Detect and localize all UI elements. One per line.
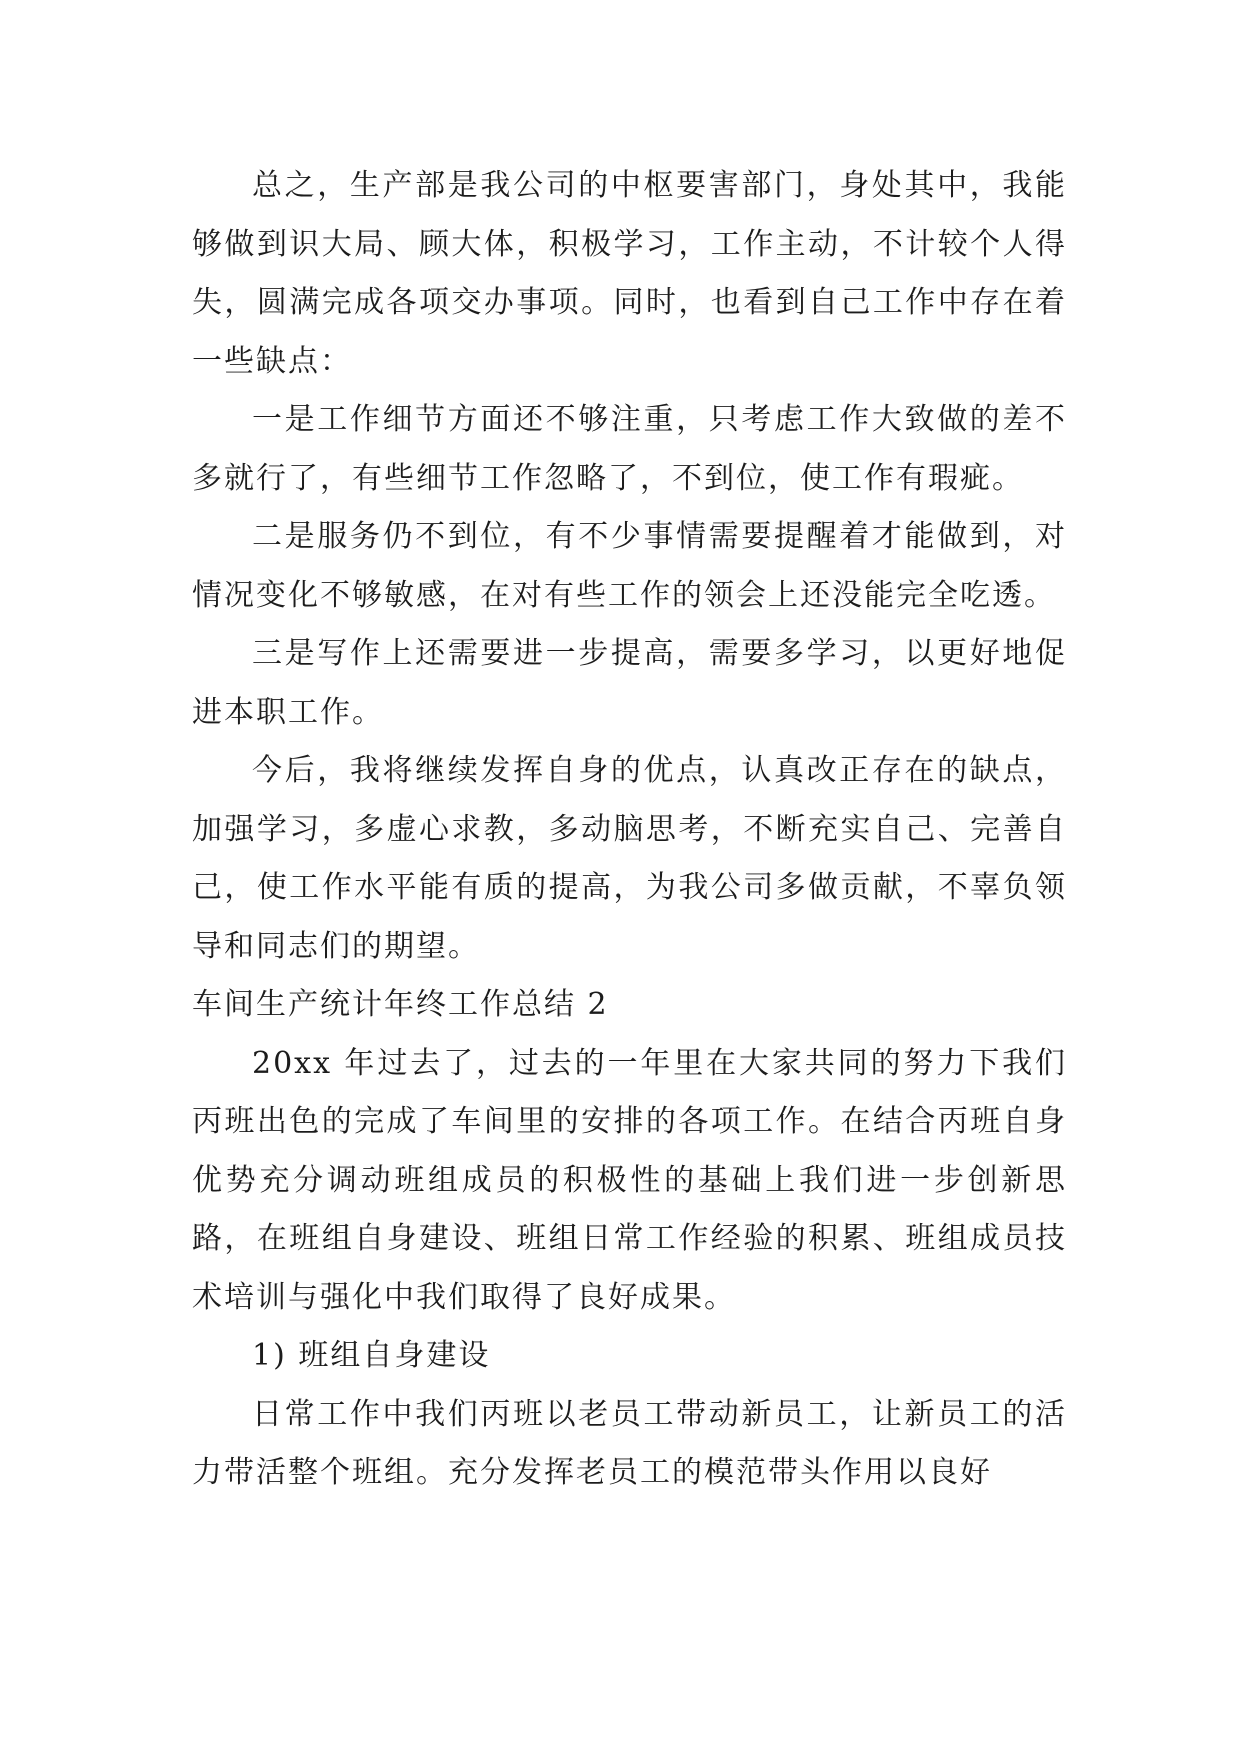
paragraph-intro: 20xx 年过去了，过去的一年里在大家共同的努力下我们丙班出色的完成了车间里的安排的各项工作。在结合丙班自身优势充分调动班组成员的积极性的基础上我们进一步创新思路，在班组自身建设、班组日常工作经验的积累、班组成员技术培训与强化中我们取得了良好成果。 (192, 1045, 1067, 1315)
paragraph-summary: 总之，生产部是我公司的中枢要害部门，身处其中，我能够做到识大局、顾大体，积极学习，工作主动，不计较个人得失，圆满完成各项交办事项。同时，也看到自己工作中存在着一些缺点： (192, 168, 1067, 379)
paragraph-future: 今后，我将继续发挥自身的优点，认真改正存在的缺点，加强学习，多虚心求教，多动脑思考，不断充实自己、完善自己，使工作水平能有质的提高，为我公司多做贡献，不辜负领导和同志们的期望。 (192, 753, 1067, 964)
paragraph-point-2: 二是服务仍不到位，有不少事情需要提醒着才能做到，对情况变化不够敏感，在对有些工作的领会上还没能完全吃透。 (192, 519, 1067, 613)
subheading-team-building: 1) 班组自身建设 (252, 1338, 491, 1373)
paragraph-daily-work: 日常工作中我们丙班以老员工带动新员工，让新员工的活力带活整个班组。充分发挥老员工的模范带头作用以良好 (192, 1396, 1067, 1490)
section-title: 车间生产统计年终工作总结 2 (192, 987, 609, 1022)
document-body (192, 157, 1067, 1503)
paragraph-point-3: 三是写作上还需要进一步提高，需要多学习，以更好地促进本职工作。 (192, 636, 1067, 730)
paragraph-point-1: 一是工作细节方面还不够注重，只考虑工作大致做的差不多就行了，有些细节工作忽略了，不到位，使工作有瑕疵。 (192, 402, 1067, 496)
